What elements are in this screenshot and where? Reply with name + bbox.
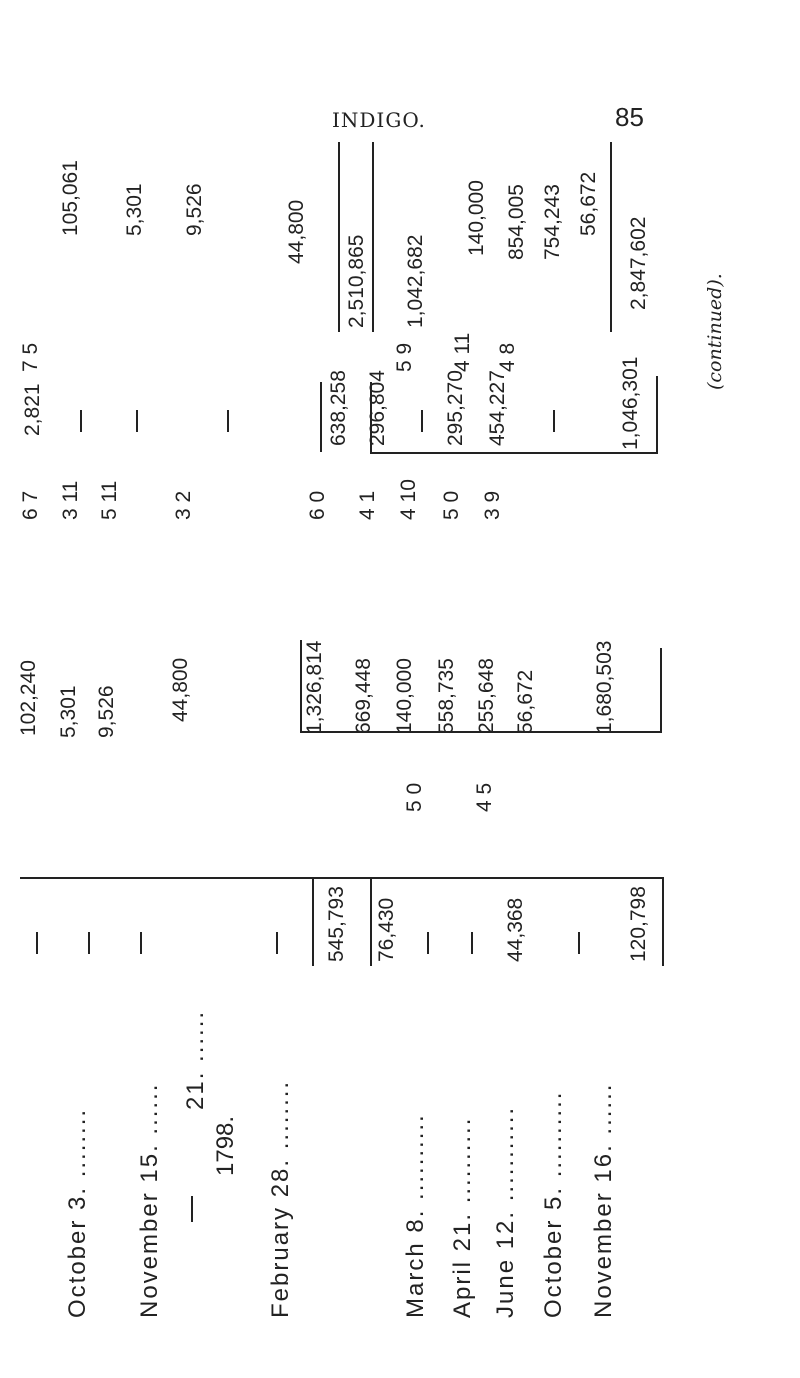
b2-dash-2	[80, 410, 82, 432]
date-november-16: November 16. ......	[590, 1082, 617, 1318]
b3-col3: 9,526	[95, 685, 118, 738]
date-october-5: October 5. ..........	[540, 1090, 567, 1318]
year-1798: 1798.	[212, 1115, 239, 1176]
b4-dash-9	[471, 932, 473, 954]
b4-col10: 44,368	[504, 897, 527, 962]
avg2-col7: 6 0	[306, 490, 329, 520]
b2-dash-3	[136, 410, 138, 432]
b1-col2: 5,301	[123, 183, 146, 236]
date-april-21: April 21. ..........	[449, 1116, 476, 1318]
date-march-8: March 8. ..........	[402, 1113, 429, 1318]
b4-dash-1	[36, 932, 38, 954]
b2-col12: 1,046,301	[619, 356, 642, 450]
b4-col6: 545,793	[325, 886, 348, 962]
date-june-12: June 12. ...........	[492, 1105, 519, 1318]
b1-col1: 105,061	[59, 160, 82, 236]
avg2-col2: 3 11	[59, 480, 82, 520]
rule-b4-c	[662, 878, 664, 966]
b1-col5: 44,800	[285, 199, 308, 264]
date-21: 21. ......	[182, 1009, 209, 1110]
b2-col1: 2,821	[21, 383, 44, 436]
page-number: 85	[615, 102, 644, 132]
avg2-col10: 5 0	[440, 490, 463, 520]
b1-col9: 854,005	[505, 184, 528, 260]
avg1-col9: 4 11	[451, 332, 474, 372]
b3-col7: 669,448	[352, 658, 375, 734]
b4-dash-8	[427, 932, 429, 954]
b3-col5: 44,800	[169, 657, 192, 722]
b1-col10: 754,243	[541, 184, 564, 260]
rule-b1-b	[372, 142, 374, 332]
date-october-3: October 3. ........	[64, 1107, 91, 1318]
rule-b2-c	[656, 376, 658, 454]
avg2-col1: 6 7	[19, 490, 42, 520]
avg2-col8: 4 1	[356, 490, 379, 520]
b2-col10: 454,227	[486, 370, 509, 446]
b1-col8: 140,000	[465, 180, 488, 256]
b4-dash-5	[276, 932, 278, 954]
b1-col7: 1,042,682	[404, 234, 427, 328]
avg3-col7: 5 0	[403, 782, 426, 812]
b4-dash-2	[88, 932, 90, 954]
avg1-col7: 5 9	[393, 342, 416, 372]
rule-b2-bottom	[370, 452, 658, 454]
avg2-col3: 5 11	[98, 480, 121, 520]
b3-col10: 255,648	[475, 658, 498, 734]
date-november-15: November 15. ......	[136, 1082, 163, 1318]
b3-col6: 1,326,814	[303, 640, 326, 734]
rule-b1-a	[338, 142, 340, 332]
b2-col9: 295,270	[444, 370, 467, 446]
rule-b2-a	[320, 382, 322, 452]
b4-dash-11	[578, 932, 580, 954]
b2-dash-8	[421, 410, 423, 432]
date-ditto-dash	[191, 1196, 193, 1222]
rule-b4-top	[20, 877, 664, 879]
avg2-col9: 4 10	[397, 479, 420, 520]
avg1-col10: 4 8	[496, 342, 519, 372]
b1-col12: 2,847,602	[627, 216, 650, 310]
avg2-col5: 3 2	[172, 490, 195, 520]
b3-col2: 5,301	[57, 685, 80, 738]
b3-col11: 56,672	[514, 669, 537, 734]
page-title: INDIGO.	[332, 108, 426, 132]
b3-col8: 140,000	[393, 658, 416, 734]
b4-col7: 76,430	[375, 897, 398, 962]
continued-note: (continued).	[704, 273, 726, 390]
rule-b4-b	[370, 878, 372, 966]
b2-col7: 296,804	[366, 370, 389, 446]
b2-dash-5	[227, 410, 229, 432]
b4-dash-3	[140, 932, 142, 954]
b3-col9: 558,735	[435, 658, 458, 734]
b1-col11: 56,672	[577, 171, 600, 236]
avg3-col10: 4 5	[473, 782, 496, 812]
b3-col12: 1,680,503	[593, 640, 616, 734]
b1-col6: 2,510,865	[345, 234, 368, 328]
avg1-col1: 7 5	[19, 342, 42, 372]
b4-col12: 120,798	[627, 886, 650, 962]
rule-b4-a	[312, 878, 314, 966]
b3-col1: 102,240	[17, 660, 40, 736]
avg2-col11: 3 9	[481, 490, 504, 520]
b1-col3: 9,526	[183, 183, 206, 236]
b2-dash-11	[553, 410, 555, 432]
date-february-28: February 28. ........	[267, 1079, 294, 1318]
b2-col6: 638,258	[327, 370, 350, 446]
rule-b3-a	[300, 640, 302, 732]
rule-b1-c	[610, 142, 612, 332]
rule-b3-b	[660, 648, 662, 732]
